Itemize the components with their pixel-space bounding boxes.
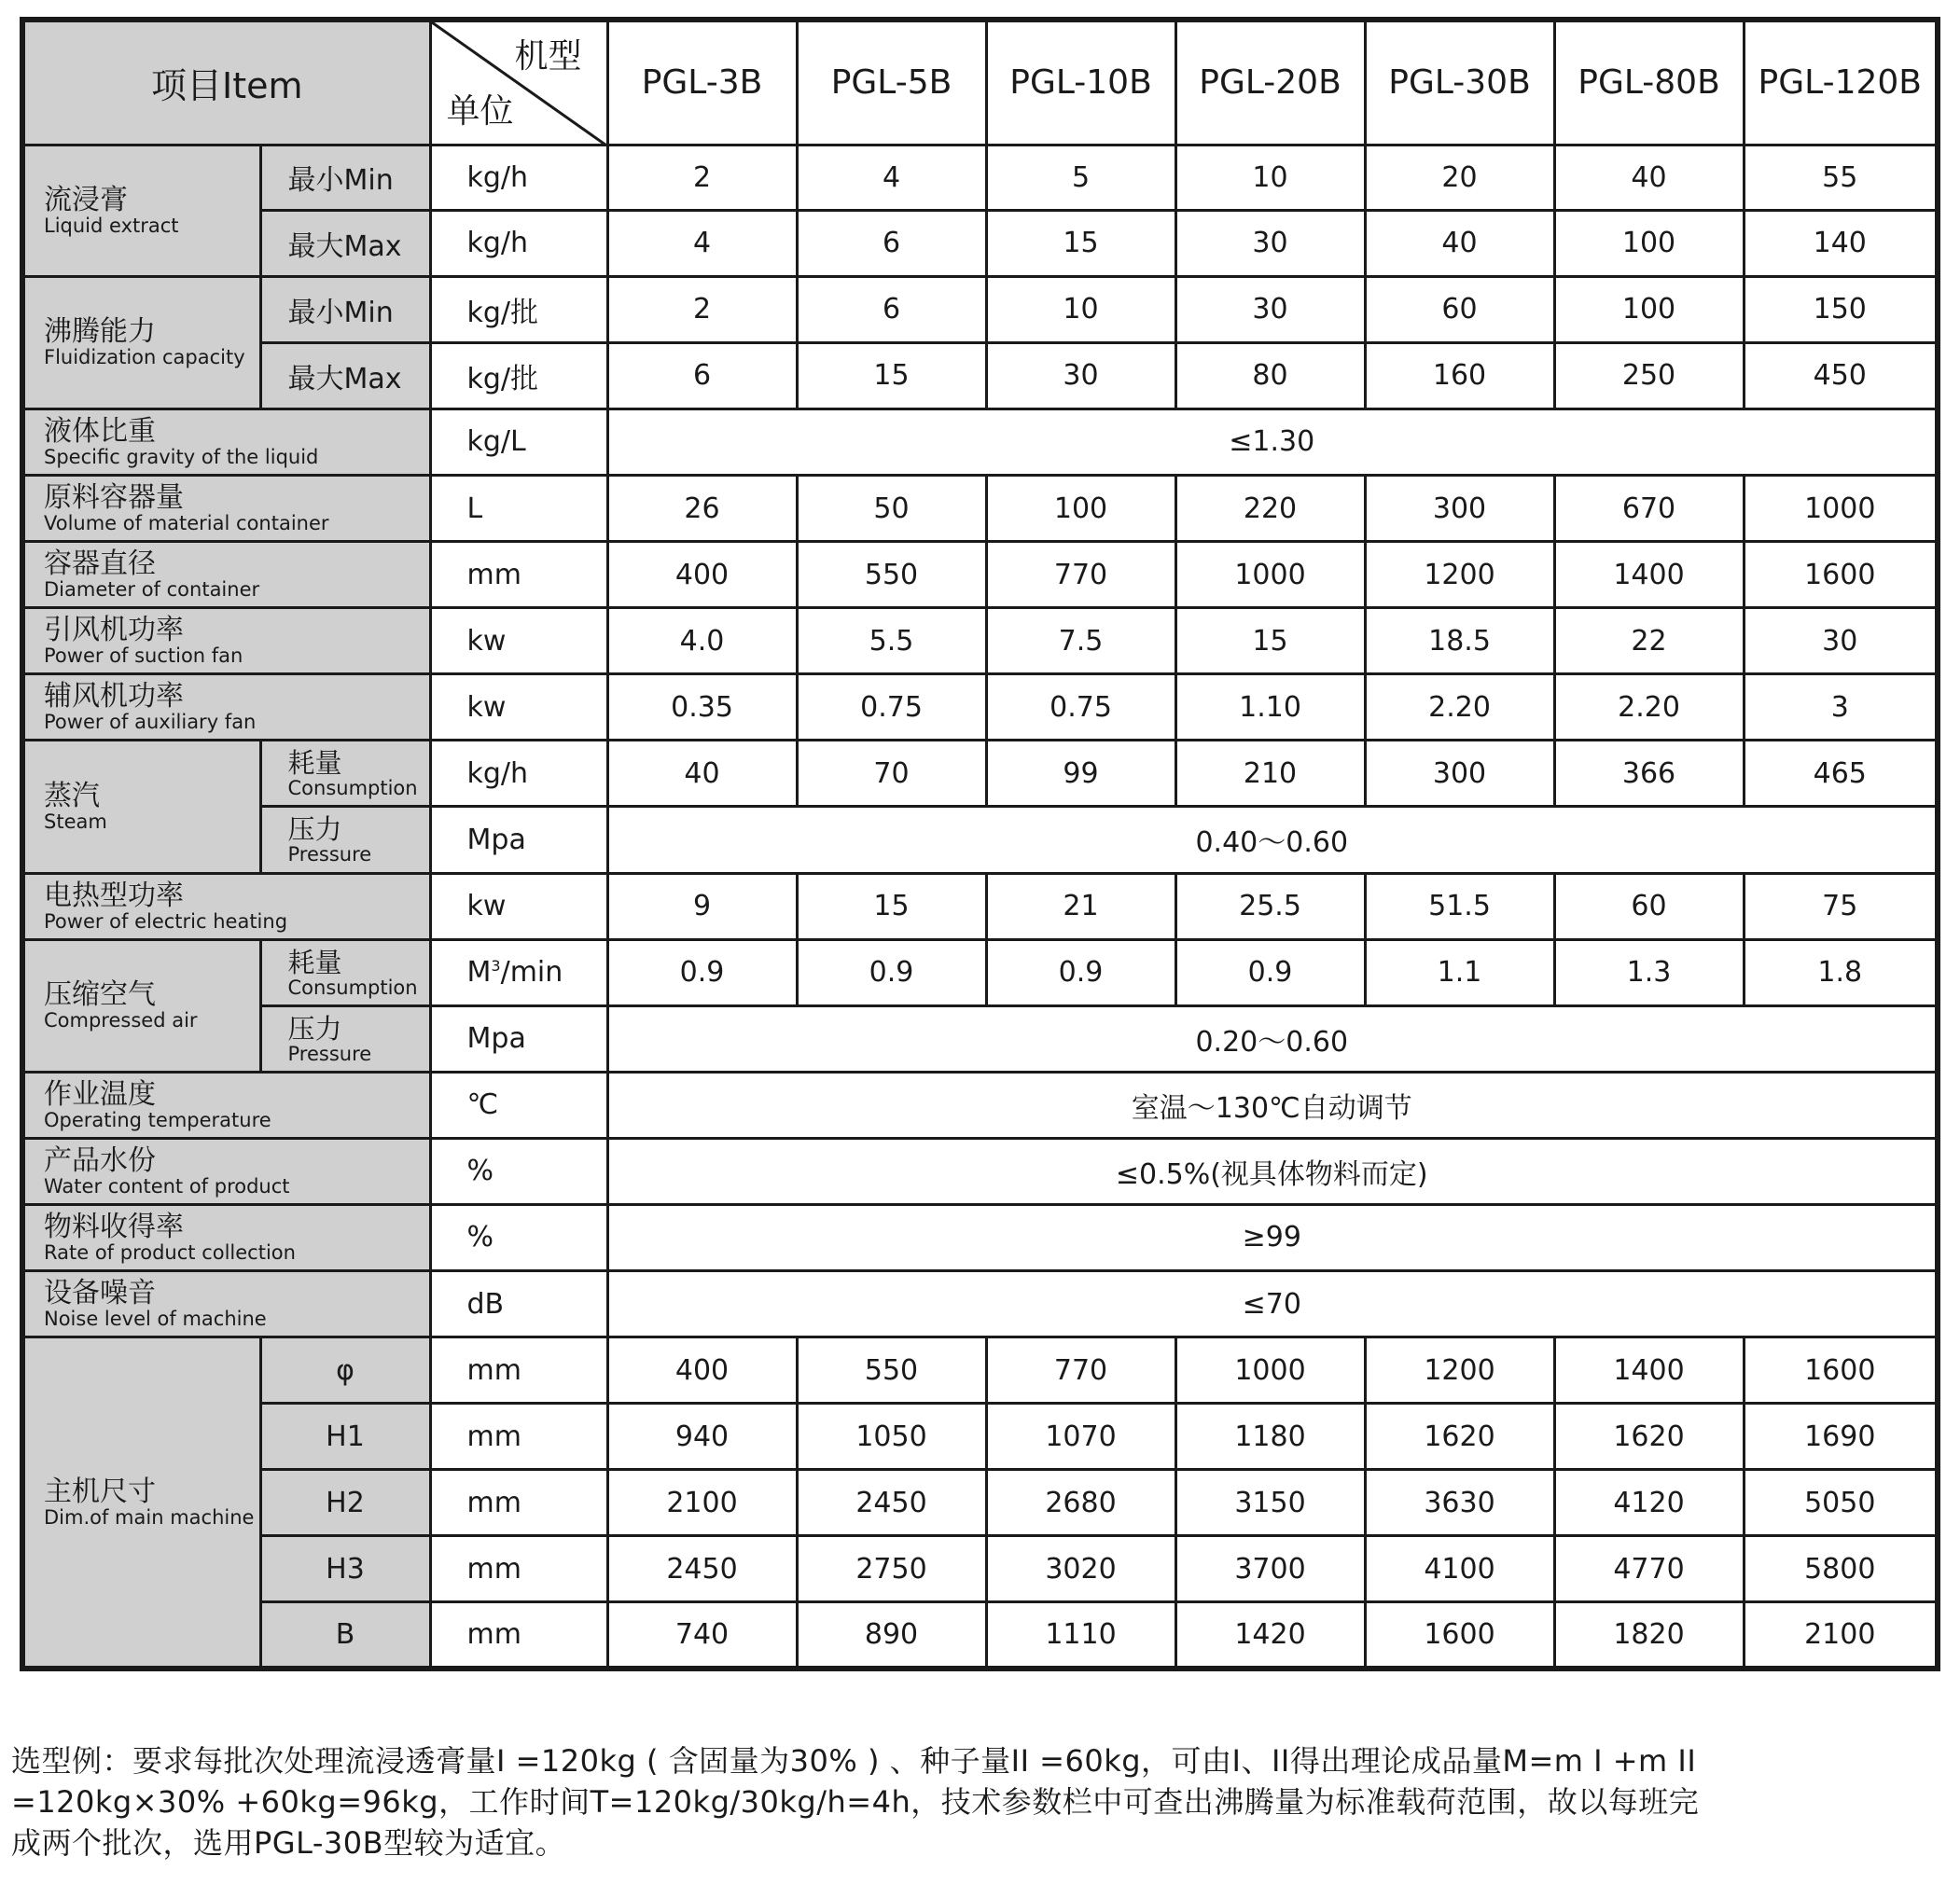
value-cell: 1620 — [1365, 1404, 1554, 1470]
value-cell: 2680 — [986, 1470, 1175, 1536]
spec-table — [20, 17, 1940, 1671]
value-cell: 22 — [1554, 608, 1744, 674]
value-cell: 0.9 — [986, 939, 1175, 1005]
unit-cell: kg/批 — [430, 276, 607, 342]
value-cell: 3150 — [1175, 1470, 1365, 1536]
row-label-volume: 原料容器量 Volume of material container — [22, 476, 430, 542]
unit-cell: kg/批 — [430, 342, 607, 409]
value-cell: 770 — [986, 542, 1175, 608]
note-line: 成两个批次，选用PGL-30B型较为适宜。 — [11, 1825, 566, 1861]
value-cell: 740 — [607, 1602, 797, 1669]
value-cell: 5800 — [1744, 1536, 1938, 1602]
value-cell: 30 — [1744, 608, 1938, 674]
value-cell: 160 — [1365, 342, 1554, 409]
value-cell: 150 — [1744, 276, 1938, 342]
row-label-suction-fan: 引风机功率 Power of suction fan — [22, 608, 430, 674]
value-cell: 210 — [1175, 741, 1365, 807]
value-cell: 4.0 — [607, 608, 797, 674]
table-row — [22, 409, 1938, 475]
value-cell: 10 — [986, 276, 1175, 342]
value-cell: 30 — [1175, 276, 1365, 342]
value-cell: 50 — [797, 476, 986, 542]
value-cell: 1200 — [1365, 1337, 1554, 1404]
model-unit-corner — [430, 20, 607, 145]
model-header: PGL-30B — [1365, 20, 1554, 145]
unit-cell: Mpa — [430, 807, 607, 873]
table-row — [22, 1138, 1938, 1204]
unit-cell: kg/h — [430, 210, 607, 276]
unit-cell: mm — [430, 542, 607, 608]
value-cell: 0.75 — [797, 674, 986, 741]
value-cell-merged: ≤70 — [607, 1270, 1938, 1337]
row-label-compressed-air: 压缩空气 Compressed air — [22, 939, 260, 1072]
value-cell: 6 — [797, 210, 986, 276]
table-row — [22, 608, 1938, 674]
unit-cell: kg/h — [430, 741, 607, 807]
sub-label-phi: φ — [260, 1337, 430, 1404]
value-cell-merged: ≤1.30 — [607, 409, 1938, 475]
row-label-auxiliary-fan: 辅风机功率 Power of auxiliary fan — [22, 674, 430, 741]
table-row — [22, 1536, 1938, 1602]
value-cell: 366 — [1554, 741, 1744, 807]
value-cell: 300 — [1365, 476, 1554, 542]
value-cell: 1600 — [1744, 542, 1938, 608]
row-label-electric-heating: 电热型功率 Power of electric heating — [22, 873, 430, 939]
value-cell: 1400 — [1554, 542, 1744, 608]
table-row — [22, 1204, 1938, 1270]
value-cell: 1000 — [1175, 1337, 1365, 1404]
value-cell: 2100 — [1744, 1602, 1938, 1669]
value-cell: 4 — [797, 145, 986, 210]
value-cell: 1110 — [986, 1602, 1175, 1669]
unit-cell: kg/L — [430, 409, 607, 475]
value-cell: 7.5 — [986, 608, 1175, 674]
value-cell: 2450 — [607, 1536, 797, 1602]
value-cell: 15 — [797, 873, 986, 939]
table-row — [22, 276, 1938, 342]
value-cell-merged: ≤0.5%(视具体物料而定) — [607, 1138, 1938, 1204]
value-cell: 1600 — [1744, 1337, 1938, 1404]
value-cell: 25.5 — [1175, 873, 1365, 939]
value-cell: 1070 — [986, 1404, 1175, 1470]
value-cell: 1400 — [1554, 1337, 1744, 1404]
value-cell: 4770 — [1554, 1536, 1744, 1602]
table-row — [22, 1602, 1938, 1669]
value-cell: 0.35 — [607, 674, 797, 741]
value-cell: 3630 — [1365, 1470, 1554, 1536]
value-cell: 26 — [607, 476, 797, 542]
item-header: 项目Item — [22, 20, 430, 145]
value-cell: 6 — [607, 342, 797, 409]
value-cell: 18.5 — [1365, 608, 1554, 674]
model-header: PGL-10B — [986, 20, 1175, 145]
row-label-noise-level: 设备噪音 Noise level of machine — [22, 1270, 430, 1337]
value-cell: 60 — [1554, 873, 1744, 939]
unit-cell: mm — [430, 1602, 607, 1669]
value-cell: 400 — [607, 542, 797, 608]
value-cell: 140 — [1744, 210, 1938, 276]
value-cell: 1620 — [1554, 1404, 1744, 1470]
table-row — [22, 342, 1938, 409]
value-cell: 1.1 — [1365, 939, 1554, 1005]
table-row — [22, 674, 1938, 741]
value-cell-merged: 0.20～0.60 — [607, 1005, 1938, 1072]
value-cell: 670 — [1554, 476, 1744, 542]
unit-cell: kw — [430, 608, 607, 674]
value-cell: 220 — [1175, 476, 1365, 542]
table-row — [22, 1337, 1938, 1404]
value-cell: 80 — [1175, 342, 1365, 409]
sub-label-consumption: 耗量 Consumption — [260, 741, 430, 807]
value-cell: 4 — [607, 210, 797, 276]
row-label-operating-temperature: 作业温度 Operating temperature — [22, 1072, 430, 1138]
table-row — [22, 741, 1938, 807]
value-cell: 4120 — [1554, 1470, 1744, 1536]
value-cell: 75 — [1744, 873, 1938, 939]
sub-label: 最小Min — [260, 145, 430, 210]
spec-table-body — [22, 20, 1938, 1669]
row-label-water-content: 产品水份 Water content of product — [22, 1138, 430, 1204]
sub-label-pressure: 压力 Pressure — [260, 807, 430, 873]
value-cell: 21 — [986, 873, 1175, 939]
unit-cell: kg/h — [430, 145, 607, 210]
value-cell: 1000 — [1175, 542, 1365, 608]
value-cell: 550 — [797, 1337, 986, 1404]
value-cell: 2.20 — [1365, 674, 1554, 741]
unit-cell: mm — [430, 1404, 607, 1470]
value-cell: 10 — [1175, 145, 1365, 210]
selection-example-note — [11, 1740, 1952, 1863]
unit-cell: % — [430, 1138, 607, 1204]
unit-cell: kw — [430, 873, 607, 939]
value-cell: 2450 — [797, 1470, 986, 1536]
value-cell: 15 — [1175, 608, 1365, 674]
value-cell: 1.3 — [1554, 939, 1744, 1005]
model-header: PGL-20B — [1175, 20, 1365, 145]
value-cell: 1.8 — [1744, 939, 1938, 1005]
unit-cell: dB — [430, 1270, 607, 1337]
table-row — [22, 145, 1938, 210]
unit-cell: $M^3/\min$ — [430, 939, 607, 1005]
value-cell: 70 — [797, 741, 986, 807]
table-row — [22, 1404, 1938, 1470]
sub-label-h2: H2 — [260, 1470, 430, 1536]
value-cell: 2 — [607, 145, 797, 210]
row-label-diameter: 容器直径 Diameter of container — [22, 542, 430, 608]
sub-label: 最大Max — [260, 342, 430, 409]
table-row — [22, 1470, 1938, 1536]
value-cell: 465 — [1744, 741, 1938, 807]
value-cell: 1820 — [1554, 1602, 1744, 1669]
value-cell: 6 — [797, 276, 986, 342]
unit-cell: mm — [430, 1470, 607, 1536]
sub-label-h3: H3 — [260, 1536, 430, 1602]
value-cell: 0.9 — [1175, 939, 1365, 1005]
unit-cell: kw — [430, 674, 607, 741]
value-cell: 0.9 — [797, 939, 986, 1005]
value-cell: 40 — [1365, 210, 1554, 276]
row-label-liquid-extract: 流浸膏 Liquid extract — [22, 145, 260, 276]
model-header: PGL-120B — [1744, 20, 1938, 145]
table-row — [22, 807, 1938, 873]
unit-cell: mm — [430, 1536, 607, 1602]
value-cell: 450 — [1744, 342, 1938, 409]
header-row — [22, 20, 1938, 145]
value-cell: 5.5 — [797, 608, 986, 674]
value-cell: 0.9 — [607, 939, 797, 1005]
unit-label: 单位 — [446, 91, 514, 131]
row-label-dimensions: 主机尺寸 Dim.of main machine — [22, 1337, 260, 1669]
value-cell: 3700 — [1175, 1536, 1365, 1602]
value-cell: 1600 — [1365, 1602, 1554, 1669]
value-cell: 15 — [986, 210, 1175, 276]
value-cell: 300 — [1365, 741, 1554, 807]
value-cell: 100 — [1554, 210, 1744, 276]
value-cell: 100 — [986, 476, 1175, 542]
value-cell: 2.20 — [1554, 674, 1744, 741]
value-cell: 15 — [797, 342, 986, 409]
value-cell: 20 — [1365, 145, 1554, 210]
value-cell: 550 — [797, 542, 986, 608]
row-label-fluidization-capacity: 沸腾能力 Fluidization capacity — [22, 276, 260, 409]
value-cell: 2100 — [607, 1470, 797, 1536]
value-cell: 1200 — [1365, 542, 1554, 608]
unit-cell: Mpa — [430, 1005, 607, 1072]
value-cell: 1.10 — [1175, 674, 1365, 741]
value-cell: 2 — [607, 276, 797, 342]
sub-label: 最大Max — [260, 210, 430, 276]
value-cell: 60 — [1365, 276, 1554, 342]
sub-label-b: B — [260, 1602, 430, 1669]
model-header: PGL-80B — [1554, 20, 1744, 145]
value-cell: 940 — [607, 1404, 797, 1470]
value-cell-merged: ≥99 — [607, 1204, 1938, 1270]
row-label-product-collection: 物料收得率 Rate of product collection — [22, 1204, 430, 1270]
value-cell: 400 — [607, 1337, 797, 1404]
value-cell: 890 — [797, 1602, 986, 1669]
value-cell: 770 — [986, 1337, 1175, 1404]
value-cell: 1000 — [1744, 476, 1938, 542]
value-cell: 30 — [986, 342, 1175, 409]
value-cell: 99 — [986, 741, 1175, 807]
note-line: 选型例：要求每批次处理流浸透膏量I =120kg ( 含固量为30% ) 、种子量II =60kg，可由I、II得出理论成品量M=m I +m II — [11, 1743, 1697, 1779]
value-cell: 3 — [1744, 674, 1938, 741]
value-cell: 30 — [1175, 210, 1365, 276]
value-cell: 5050 — [1744, 1470, 1938, 1536]
sub-label-consumption: 耗量 Consumption — [260, 939, 430, 1005]
unit-cell: L — [430, 476, 607, 542]
sub-label: 最小Min — [260, 276, 430, 342]
value-cell: 4100 — [1365, 1536, 1554, 1602]
table-row — [22, 210, 1938, 276]
value-cell: 1050 — [797, 1404, 986, 1470]
value-cell: 5 — [986, 145, 1175, 210]
table-row — [22, 873, 1938, 939]
unit-cell: ℃ — [430, 1072, 607, 1138]
model-header: PGL-3B — [607, 20, 797, 145]
value-cell: 2750 — [797, 1536, 986, 1602]
value-cell: 55 — [1744, 145, 1938, 210]
value-cell: 1420 — [1175, 1602, 1365, 1669]
value-cell: 9 — [607, 873, 797, 939]
sub-label-pressure: 压力 Pressure — [260, 1005, 430, 1072]
model-header: PGL-5B — [797, 20, 986, 145]
unit-cell: mm — [430, 1337, 607, 1404]
value-cell: 1180 — [1175, 1404, 1365, 1470]
value-cell: 1690 — [1744, 1404, 1938, 1470]
table-row — [22, 476, 1938, 542]
table-row — [22, 1270, 1938, 1337]
table-row — [22, 1072, 1938, 1138]
value-cell: 100 — [1554, 276, 1744, 342]
row-label-specific-gravity: 液体比重 Specific gravity of the liquid — [22, 409, 430, 475]
sub-label-h1: H1 — [260, 1404, 430, 1470]
note-line: =120kg×30% +60kg=96kg，工作时间T=120kg/30kg/h=4h，技术参数栏中可查出沸腾量为标准载荷范围，故以每班完 — [11, 1784, 1700, 1820]
value-cell: 0.75 — [986, 674, 1175, 741]
value-cell: 40 — [607, 741, 797, 807]
value-cell-merged: 室温～130℃自动调节 — [607, 1072, 1938, 1138]
table-row — [22, 1005, 1938, 1072]
unit-cell: % — [430, 1204, 607, 1270]
table-row — [22, 939, 1938, 1005]
row-label-steam: 蒸汽 Steam — [22, 741, 260, 873]
value-cell: 40 — [1554, 145, 1744, 210]
table-row — [22, 542, 1938, 608]
value-cell: 250 — [1554, 342, 1744, 409]
value-cell-merged: 0.40～0.60 — [607, 807, 1938, 873]
value-cell: 51.5 — [1365, 873, 1554, 939]
model-label: 机型 — [514, 37, 582, 76]
value-cell: 3020 — [986, 1536, 1175, 1602]
